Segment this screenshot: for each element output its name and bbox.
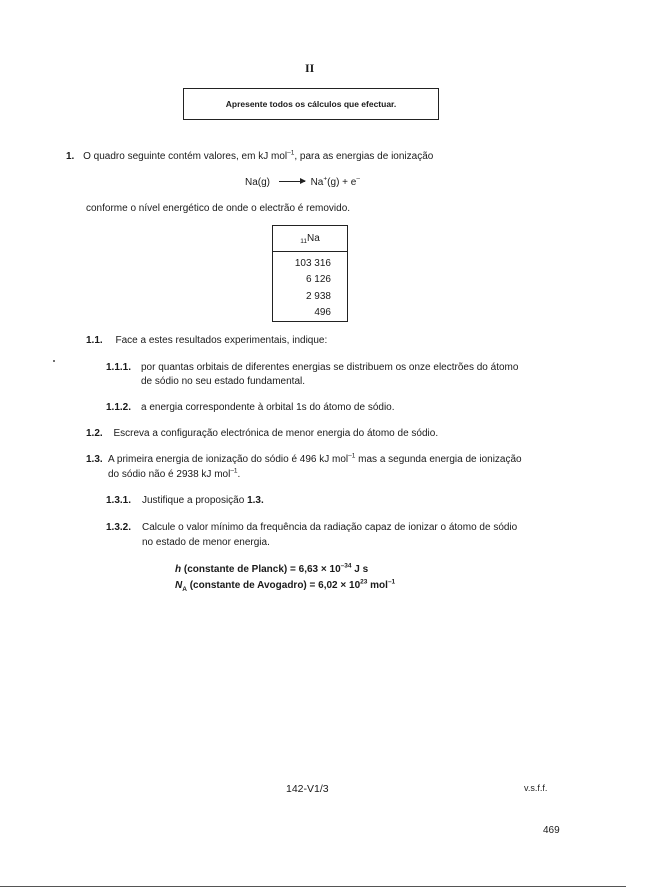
equation-product: Na [310, 177, 324, 188]
question-1 [66, 151, 433, 162]
question-number: 1.1. [86, 335, 103, 346]
subscript: A [182, 586, 187, 593]
question-number: 1. [66, 151, 75, 162]
question-text: a energia correspondente à orbital 1s do átomo de sódio. [141, 402, 395, 413]
unit: mol [367, 580, 388, 591]
symbol: h [175, 564, 182, 575]
question-text: no estado de menor energia. [142, 537, 270, 548]
continue-note: v.s.f.f. [524, 783, 548, 793]
question-number: 1.1.2. [106, 402, 132, 413]
text-part: do sódio não é 2938 kJ mol [108, 469, 231, 480]
instruction-text: Apresente todos os cálculos que efectuar. [225, 99, 397, 109]
superscript: 23 [360, 578, 368, 586]
question-reference: 1.3. [247, 495, 264, 506]
text-part: (constante de Planck) = 6,63 × 10 [181, 564, 341, 575]
table-header [273, 226, 347, 252]
question-number: 1.3.1. [106, 495, 132, 506]
unit: J s [351, 564, 369, 575]
question-text: de sódio no seu estado fundamental. [141, 376, 306, 387]
superscript: –1 [287, 149, 295, 157]
question-1-continuation: conforme o nível energético de onde o electrão é removido. [86, 203, 351, 214]
superscript: –1 [230, 467, 238, 475]
symbol: N [175, 580, 183, 591]
element-symbol: Na [306, 233, 320, 244]
superscript: –1 [387, 578, 396, 586]
superscript: + [323, 175, 328, 183]
table-cell: 2 938 [305, 290, 331, 302]
exam-code: 142-V1/3 [286, 783, 329, 795]
question-text: Face a estes resultados experimentais, indique: [115, 335, 328, 346]
scan-speck [53, 360, 55, 362]
atomic-number: 11 [300, 238, 307, 245]
question-text [108, 469, 240, 480]
text-part: mas a segunda energia de ionização [355, 454, 522, 465]
instruction-box [183, 88, 439, 120]
table-values [273, 252, 347, 321]
reaction-arrow-icon [279, 181, 305, 182]
question-text: Escreva a configuração electrónica de menor energia do átomo de sódio. [113, 428, 439, 439]
question-text [108, 454, 522, 465]
superscript: –1 [348, 452, 356, 460]
ionization-equation [245, 177, 360, 188]
section-number: II [305, 61, 315, 75]
avogadro-constant [175, 580, 395, 591]
question-number: 1.1.1. [106, 362, 132, 373]
text-part: . [237, 469, 241, 480]
superscript: –34 [340, 562, 352, 570]
text-part: Justifique a proposição [142, 495, 248, 506]
text-part: (constante de Avogadro) = 6,02 × 10 [186, 580, 361, 591]
question-text: por quantas orbitais de diferentes energias se distribuem os onze electrões do átomo [141, 362, 519, 373]
question-1-2 [86, 428, 438, 439]
table-cell: 496 [314, 306, 331, 318]
page-number: 469 [543, 825, 560, 836]
text-part: A primeira energia de ionização do sódio é 496 kJ mol [108, 454, 349, 465]
table-cell: 103 316 [294, 258, 331, 269]
equation-product-end: (g) + e [327, 177, 357, 188]
question-text-end: , para as energias de ionização [294, 151, 434, 162]
table-cell: 6 126 [305, 274, 331, 286]
equation-reactant: Na(g) [245, 177, 271, 188]
bottom-rule [0, 886, 626, 887]
question-text: Calcule o valor mínimo da frequência da radiação capaz de ionizar o átomo de sódio [142, 522, 518, 533]
planck-constant [175, 564, 368, 575]
question-text: O quadro seguinte contém valores, em kJ mol [83, 151, 288, 162]
question-number: 1.3. [86, 454, 103, 465]
superscript: – [356, 175, 360, 183]
question-number: 1.2. [86, 428, 103, 439]
ionization-table [272, 225, 348, 322]
question-1-1 [86, 335, 327, 346]
question-text [142, 495, 264, 506]
question-number: 1.3.2. [106, 522, 132, 533]
